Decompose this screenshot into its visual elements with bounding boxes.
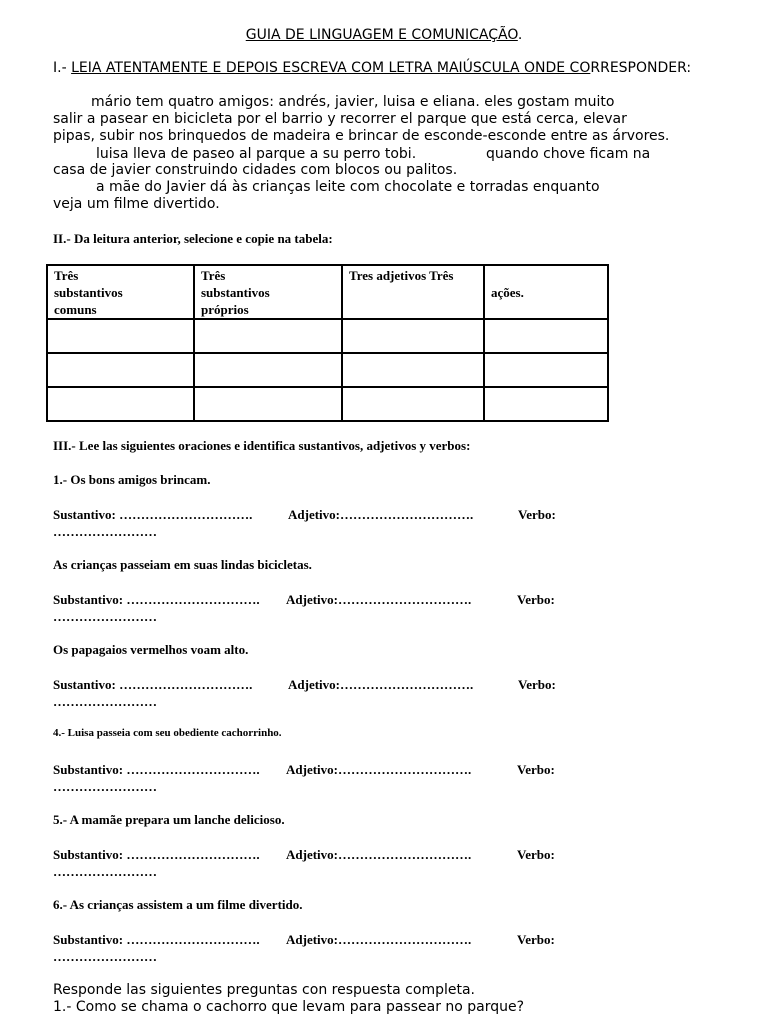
- exercise-4-adjective: Adjetivo:………………………….: [286, 762, 472, 777]
- page-title-suffix: .: [517, 27, 523, 43]
- table-cell[interactable]: [194, 353, 342, 387]
- exercise-5-verb-dots: ……………………: [53, 864, 157, 879]
- exercise-1-verb: Verbo:: [518, 507, 556, 522]
- exercise-1-sentence: 1.- Os bons amigos brincam.: [53, 472, 211, 487]
- exercise-2-sentence: As crianças passeiam em suas lindas bicicletas.: [53, 557, 312, 572]
- closing-question-1: 1.- Como se chama o cachorro que levam para passear no parque?: [53, 999, 525, 1015]
- table-cell[interactable]: [47, 387, 194, 421]
- exercise-1-verb-dots: ……………………: [53, 524, 157, 539]
- section-1-heading: [53, 60, 691, 76]
- table-row: [47, 387, 608, 421]
- exercise-6-verb-dots: ……………………: [53, 949, 157, 964]
- answer-table: [46, 264, 609, 422]
- table-cell[interactable]: [484, 387, 608, 421]
- section-1-rest: RRESPONDER:: [590, 60, 692, 76]
- table-cell[interactable]: [342, 319, 484, 353]
- exercise-5-sentence: 5.- A mamãe prepara um lanche delicioso.: [53, 812, 285, 827]
- header-col4: ações.: [491, 285, 524, 300]
- table-header-cell: [194, 265, 342, 319]
- exercise-2-noun: Substantivo: ………………………….: [53, 592, 260, 607]
- table-cell[interactable]: [342, 387, 484, 421]
- header-col1-line3: comuns: [54, 302, 97, 317]
- exercise-4-verb: Verbo:: [517, 762, 555, 777]
- passage-line-1: mário tem quatro amigos: andrés, javier, luisa e eliana. eles gostam muito: [91, 94, 615, 110]
- page-title: [0, 27, 768, 43]
- passage-line-7: veja um filme divertido.: [53, 196, 220, 212]
- table-cell[interactable]: [194, 319, 342, 353]
- table-row: [47, 319, 608, 353]
- table-row: [47, 353, 608, 387]
- passage-line-5: casa de javier construindo cidades com blocos ou palitos.: [53, 162, 458, 178]
- section-2-heading: II.- Da leitura anterior, selecione e copie na tabela:: [53, 231, 333, 246]
- exercise-2-verb-dots: ……………………: [53, 609, 157, 624]
- exercise-4-verb-dots: ……………………: [53, 779, 157, 794]
- exercise-3-adjective: Adjetivo:………………………….: [288, 677, 474, 692]
- table-cell[interactable]: [484, 353, 608, 387]
- exercise-3-verb: Verbo:: [518, 677, 556, 692]
- header-col1-line2: substantivos: [54, 285, 123, 300]
- exercise-2-adjective: Adjetivo:………………………….: [286, 592, 472, 607]
- section-1-underlined: LEIA ATENTAMENTE E DEPOIS ESCREVA COM LETRA MAIÚSCULA ONDE CO: [71, 60, 591, 76]
- exercise-5-verb: Verbo:: [517, 847, 555, 862]
- exercise-6-noun: Substantivo: ………………………….: [53, 932, 260, 947]
- header-col2-line1: Três: [201, 268, 226, 283]
- exercise-5-noun: Substantivo: ………………………….: [53, 847, 260, 862]
- table-header-cell: [484, 265, 608, 319]
- exercise-6-verb: Verbo:: [517, 932, 555, 947]
- exercise-4-sentence: 4.- Luisa passeia com seu obediente cachorrinho.: [53, 727, 282, 739]
- passage-line-6: a mãe do Javier dá às crianças leite com chocolate e torradas enquanto: [96, 179, 600, 195]
- page-title-text: GUIA DE LINGUAGEM E COMUNICAÇÃO: [245, 27, 518, 43]
- header-col2-line3: próprios: [201, 302, 249, 317]
- closing-instruction: Responde las siguientes preguntas con respuesta completa.: [53, 982, 475, 998]
- section-1-prefix: I.-: [53, 60, 72, 76]
- exercise-2-verb: Verbo:: [517, 592, 555, 607]
- table-cell[interactable]: [47, 319, 194, 353]
- exercise-3-sentence: Os papagaios vermelhos voam alto.: [53, 642, 249, 657]
- exercise-1-noun: Sustantivo: ………………………….: [53, 507, 253, 522]
- exercise-6-sentence: 6.- As crianças assistem a um filme divertido.: [53, 897, 303, 912]
- exercise-5-adjective: Adjetivo:………………………….: [286, 847, 472, 862]
- table-cell[interactable]: [342, 353, 484, 387]
- exercise-4-noun: Substantivo: ………………………….: [53, 762, 260, 777]
- table-cell[interactable]: [194, 387, 342, 421]
- passage-line-4b: quando chove ficam na: [486, 146, 651, 162]
- table-header-cell: [47, 265, 194, 319]
- table-header-cell: [342, 265, 484, 319]
- passage-line-3: pipas, subir nos brinquedos de madeira e brincar de esconde-esconde entre as árvores.: [53, 128, 670, 144]
- exercise-3-verb-dots: ……………………: [53, 694, 157, 709]
- exercise-1-adjective: Adjetivo:………………………….: [288, 507, 474, 522]
- exercise-6-adjective: Adjetivo:………………………….: [286, 932, 472, 947]
- header-col3: Tres adjetivos Três: [349, 268, 454, 283]
- exercise-3-noun: Sustantivo: ………………………….: [53, 677, 253, 692]
- section-3-heading: III.- Lee las siguientes oraciones e identifica sustantivos, adjetivos y verbos:: [53, 438, 471, 453]
- table-header-row: [47, 265, 608, 319]
- header-col1-line1: Três: [54, 268, 79, 283]
- passage-line-2: salir a pasear en bicicleta por el barrio y recorrer el parque que está cerca, elevar: [53, 111, 627, 127]
- table-cell[interactable]: [484, 319, 608, 353]
- passage-line-4a: luisa lleva de paseo al parque a su perro tobi.: [96, 146, 417, 162]
- table-cell[interactable]: [47, 353, 194, 387]
- header-col2-line2: substantivos: [201, 285, 270, 300]
